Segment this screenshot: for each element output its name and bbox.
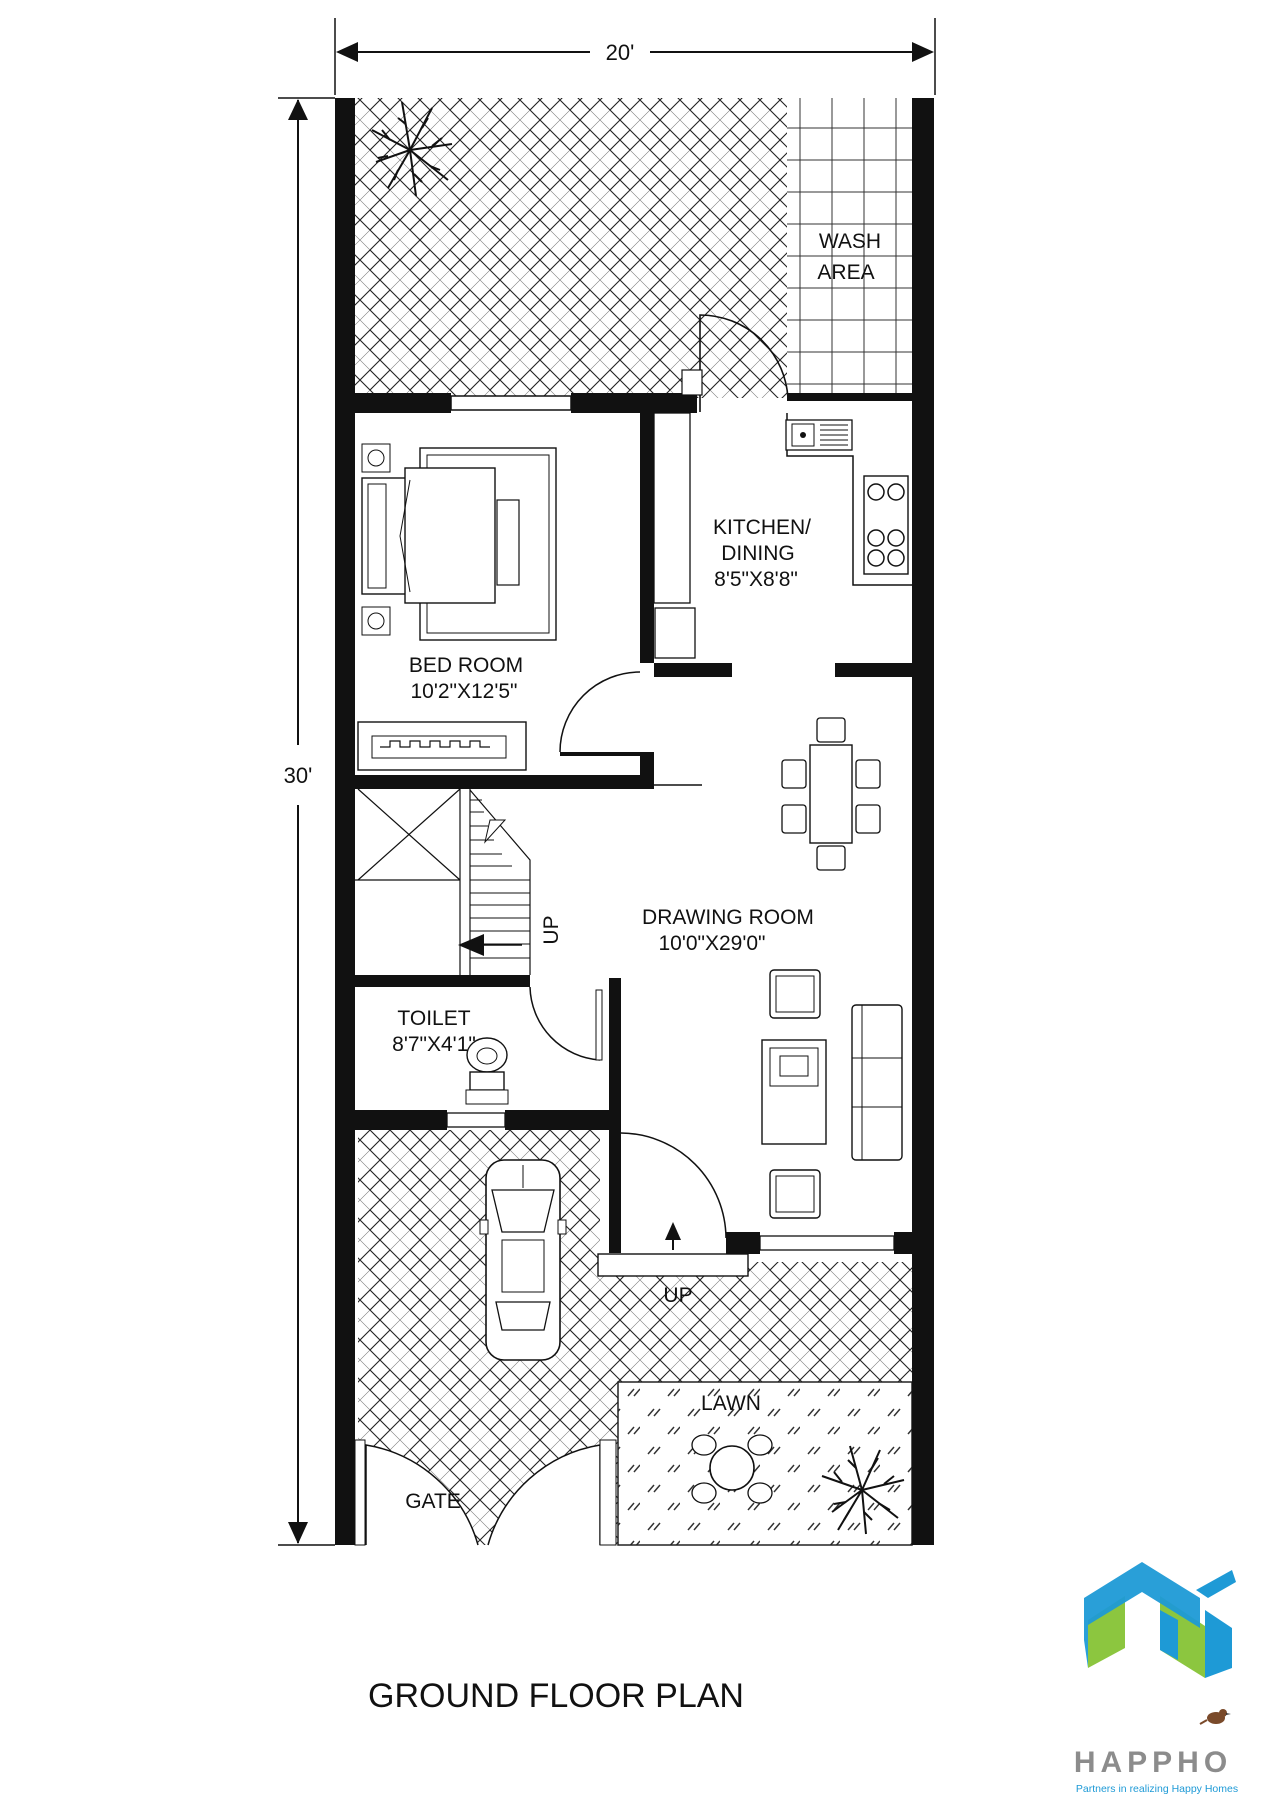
entry-step	[598, 1254, 748, 1276]
bedroom-size-label: 10'2"X12'5"	[410, 680, 518, 703]
gate-label: GATE	[405, 1490, 461, 1513]
wash-area-label-line2: AREA	[817, 261, 875, 284]
entry-arrow-head	[665, 1222, 681, 1240]
kitchen-rear-wall	[787, 393, 912, 401]
car-icon	[480, 1160, 566, 1360]
logo-tagline: Partners in realizing Happy Homes	[1075, 1783, 1239, 1795]
dining-table-icon	[782, 718, 880, 870]
lawn-label: LAWN	[701, 1392, 761, 1415]
courtyard-wall-mid	[571, 393, 697, 413]
front-wall-right	[894, 1232, 912, 1254]
front-window	[760, 1236, 894, 1250]
bed-icon	[362, 444, 556, 640]
front-wall-left	[726, 1232, 760, 1254]
toilet-label: TOILET	[397, 1007, 471, 1030]
logo-wordmark: HAPPHO	[1073, 1746, 1233, 1779]
courtyard-window	[451, 396, 571, 410]
wash-area-label-line1: WASH	[818, 230, 882, 253]
width-dimension	[335, 18, 935, 95]
toilet-bottom-wall-right	[505, 1110, 610, 1130]
wardrobe-icon	[358, 722, 526, 770]
house-icon	[1084, 1562, 1236, 1678]
bedroom-door-jamb	[640, 752, 654, 789]
rear-courtyard-paving	[355, 98, 787, 398]
entry-up-label: UP	[663, 1284, 693, 1307]
sink-icon	[786, 420, 852, 450]
bedroom-right-wall	[640, 413, 654, 663]
right-outer-wall	[912, 98, 934, 1545]
sofa-set-icon	[762, 970, 902, 1218]
stairs-up-label: UP	[540, 915, 563, 945]
front-yard-paving	[600, 1262, 912, 1382]
fridge	[655, 608, 695, 658]
height-dimension	[278, 98, 335, 1545]
kitchen-label-line2: DINING	[721, 542, 795, 565]
bedroom-bottom-wall	[355, 775, 640, 789]
courtyard-wall-left	[355, 393, 451, 413]
stove-icon	[864, 476, 908, 574]
bedroom-door-arc	[560, 672, 640, 752]
toilet-door-arc	[530, 987, 600, 1060]
plan-title: GROUND FLOOR PLAN	[368, 1677, 744, 1715]
kitchen-label-line1: KITCHEN/	[712, 516, 812, 539]
staircase	[355, 789, 530, 987]
happho-logo	[1074, 1562, 1238, 1795]
kitchen-left-counter	[654, 413, 690, 603]
kitchen-wall-right	[835, 663, 912, 677]
drawing-room-label: DRAWING ROOM	[642, 906, 814, 929]
toilet-size-label: 8'7"X4'1"	[392, 1033, 476, 1056]
left-outer-wall	[335, 98, 355, 1545]
bedroom-wall-stub	[654, 663, 732, 677]
bedroom-label: BED ROOM	[408, 654, 524, 677]
lawn-hatch	[618, 1382, 912, 1545]
height-dimension-label: 30'	[283, 763, 313, 788]
drawing-room-size-label: 10'0"X29'0"	[658, 932, 766, 955]
rear-door-frame	[682, 370, 702, 395]
toilet-bottom-wall-left	[355, 1110, 447, 1130]
bedroom-door-leaf	[560, 752, 640, 756]
bird-icon	[1200, 1709, 1231, 1724]
entry-door-arc	[621, 1133, 726, 1238]
toilet-right-wall	[609, 978, 621, 1253]
kitchen-size-label: 8'5"X8'8"	[714, 568, 798, 591]
toilet-window	[447, 1113, 505, 1127]
width-dimension-label: 20'	[605, 40, 635, 65]
toilet-door-leaf	[596, 990, 602, 1060]
